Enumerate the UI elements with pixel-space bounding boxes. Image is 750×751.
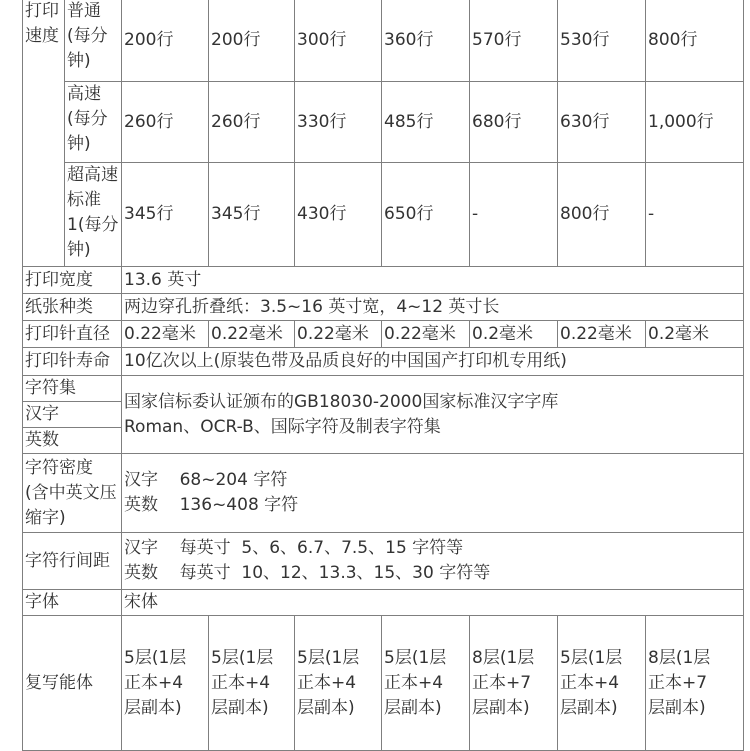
print-speed-ultra-value: 345行 <box>209 163 295 267</box>
print-speed-ultra-value: 345行 <box>122 163 209 267</box>
print-speed-normal-value: 800行 <box>646 0 744 82</box>
font-value: 宋体 <box>122 590 744 616</box>
print-speed-normal-value: 200行 <box>122 0 209 82</box>
print-speed-high-value: 680行 <box>470 82 558 163</box>
charset-english-label: 英数 <box>23 428 122 454</box>
print-speed-high-label: 高速 (每分 钟) <box>65 82 122 163</box>
print-speed-high-value: 485行 <box>382 82 470 163</box>
print-speed-normal-label: 普通 (每分 钟) <box>65 0 122 82</box>
print-speed-ultra-label: 超高速 标准 1(每分 钟) <box>65 163 122 267</box>
paper-type-row <box>23 294 744 321</box>
print-speed-high-value: 260行 <box>122 82 209 163</box>
print-speed-high-value: 260行 <box>209 82 295 163</box>
line-spacing-value: 汉字 每英寸 5、6、6.7、7.5、15 字符等 英数 每英寸 10、12、13.3、15、30 字符等 <box>122 533 744 590</box>
print-width-value: 13.6 英寸 <box>122 267 744 294</box>
font-row <box>23 590 744 616</box>
paper-type-label: 纸张种类 <box>23 294 122 321</box>
copy-ability-value: 5层(1层 正本+4 层副本) <box>209 616 295 751</box>
copy-ability-value: 5层(1层 正本+4 层副本) <box>558 616 646 751</box>
print-speed-high-value: 630行 <box>558 82 646 163</box>
print-speed-normal-value: 360行 <box>382 0 470 82</box>
line-spacing-row <box>23 533 744 590</box>
print-speed-normal-value: 570行 <box>470 0 558 82</box>
pin-diameter-value: 0.22毫米 <box>295 321 382 348</box>
paper-type-value: 两边穿孔折叠纸：3.5~16 英寸宽，4~12 英寸长 <box>122 294 744 321</box>
print-speed-ultra-value: - <box>470 163 558 267</box>
charset-label: 字符集 <box>23 376 122 402</box>
print-speed-ultra-value: 430行 <box>295 163 382 267</box>
copy-ability-row <box>23 616 744 751</box>
char-density-label: 字符密度 (含中英文压 缩字) <box>23 454 122 533</box>
char-density-value: 汉字 68~204 字符 英数 136~408 字符 <box>122 454 744 533</box>
pin-life-row <box>23 348 744 376</box>
pin-diameter-value: 0.22毫米 <box>382 321 470 348</box>
print-speed-normal-value: 530行 <box>558 0 646 82</box>
charset-row <box>23 376 744 402</box>
print-width-row <box>23 267 744 294</box>
pin-diameter-value: 0.2毫米 <box>470 321 558 348</box>
print-speed-normal-value: 300行 <box>295 0 382 82</box>
pin-diameter-value: 0.22毫米 <box>122 321 209 348</box>
pin-diameter-value: 0.22毫米 <box>558 321 646 348</box>
print-speed-high-row <box>23 82 744 163</box>
print-speed-high-value: 330行 <box>295 82 382 163</box>
print-speed-ultra-value: - <box>646 163 744 267</box>
pin-diameter-value: 0.22毫米 <box>209 321 295 348</box>
print-speed-normal-value: 200行 <box>209 0 295 82</box>
copy-ability-value: 8层(1层 正本+7 层副本) <box>470 616 558 751</box>
copy-ability-value: 5层(1层 正本+4 层副本) <box>295 616 382 751</box>
copy-ability-value: 5层(1层 正本+4 层副本) <box>122 616 209 751</box>
pin-diameter-label: 打印针直径 <box>23 321 122 348</box>
print-width-label: 打印宽度 <box>23 267 122 294</box>
print-speed-high-value: 1,000行 <box>646 82 744 163</box>
copy-ability-value: 5层(1层 正本+4 层副本) <box>382 616 470 751</box>
print-speed-ultra-row <box>23 163 744 267</box>
copy-ability-value: 8层(1层 正本+7 层副本) <box>646 616 744 751</box>
print-speed-normal-row <box>23 0 744 82</box>
pin-diameter-row <box>23 321 744 348</box>
pin-life-label: 打印针寿命 <box>23 348 122 376</box>
print-speed-label: 打印 速度 <box>23 0 65 267</box>
char-density-row <box>23 454 744 533</box>
charset-hanzi-label: 汉字 <box>23 402 122 428</box>
charset-value: 国家信标委认证颁布的GB18030-2000国家标准汉字字库 Roman、OCR-B、国际字符及制表字符集 <box>122 376 744 454</box>
copy-ability-label: 复写能体 <box>23 616 122 751</box>
printer-spec-table <box>22 0 744 751</box>
pin-life-value: 10亿次以上(原装色带及品质良好的中国国产打印机专用纸) <box>122 348 744 376</box>
print-speed-ultra-value: 800行 <box>558 163 646 267</box>
line-spacing-label: 字符行间距 <box>23 533 122 590</box>
font-label: 字体 <box>23 590 122 616</box>
pin-diameter-value: 0.2毫米 <box>646 321 744 348</box>
print-speed-ultra-value: 650行 <box>382 163 470 267</box>
